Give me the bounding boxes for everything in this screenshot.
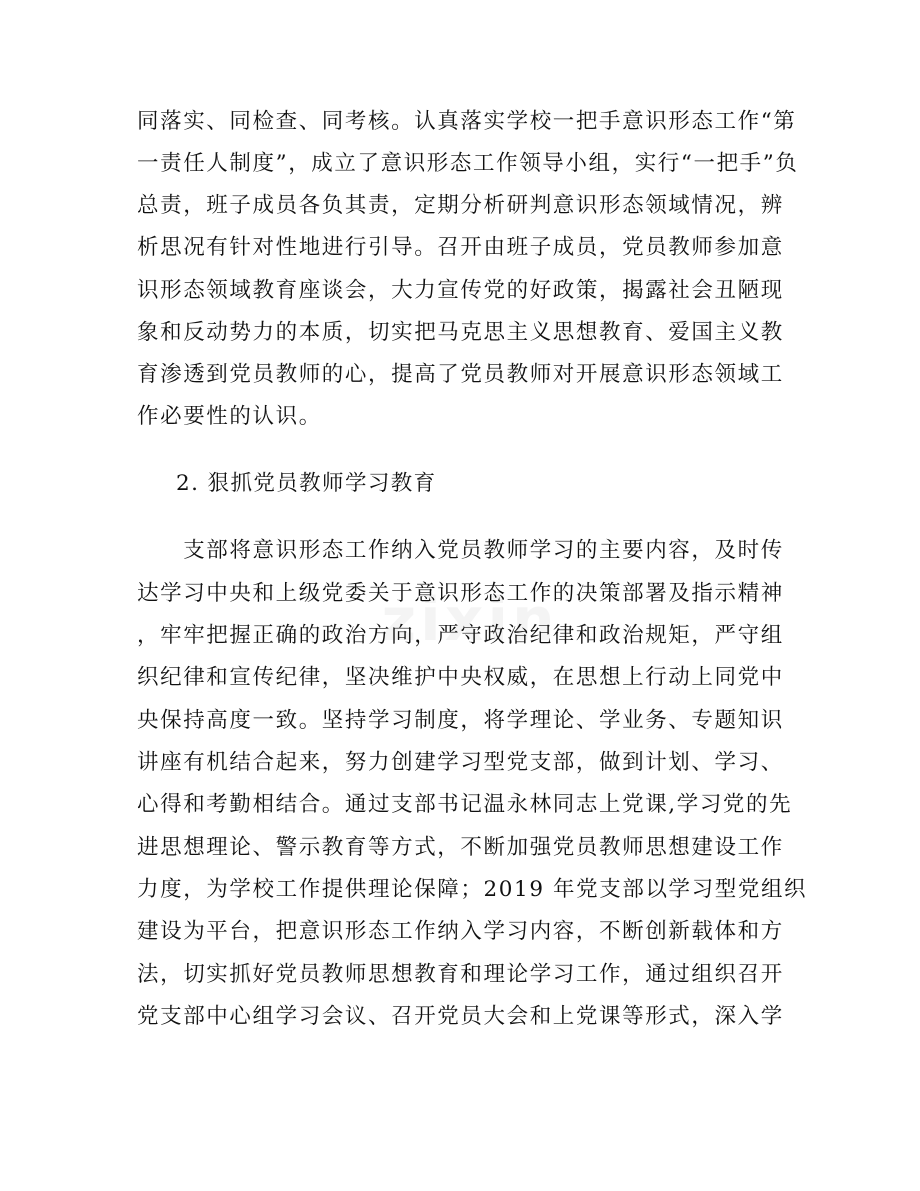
- text-line: 央保持高度一致。坚持学习制度，将学理论、学业务、专题知识: [137, 708, 784, 733]
- text-line: 同落实、同检查、同考核。认真落实学校一把手意识形态工作“第: [137, 109, 797, 134]
- text-line: 建设为平台，把意识形态工作纳入学习内容，不断创新载体和方: [137, 919, 784, 944]
- text-line: 织纪律和宣传纪律，坚决维护中央权威，在思想上行动上同党中: [137, 665, 784, 690]
- text-line: 育渗透到党员教师的心，提高了党员教师对开展意识形态领域工: [137, 362, 784, 387]
- text-line: 党支部中心组学习会议、召开党员大会和上党课等形式，深入学: [137, 1004, 784, 1029]
- section-heading: 2. 狠抓党员教师学习教育: [176, 471, 437, 496]
- text-line: 心得和考勤相结合。通过支部书记温永林同志上党课,学习党的先: [137, 792, 793, 817]
- text-line: 讲座有机结合起来，努力创建学习型党支部，做到计划、学习、: [137, 750, 784, 775]
- text-line: 力度，为学校工作提供理论保障；2019 年党支部以学习型党组织: [137, 877, 808, 902]
- text-line: 一责任人制度”，成立了意识形态工作领导小组，实行“一把手”负: [137, 151, 799, 176]
- text-line: ，牢牢把握正确的政治方向，严守政治纪律和政治规矩，严守组: [137, 623, 784, 648]
- text-line: 进思想理论、警示教育等方式，不断加强党员教师思想建设工作: [137, 835, 784, 860]
- text-line: 象和反动势力的本质，切实把马克思主义思想教育、爱国主义教: [137, 320, 784, 345]
- text-line: 总责，班子成员各负其责，定期分析研判意识形态领域情况，辨: [137, 193, 784, 218]
- text-line: 法，切实抓好党员教师思想教育和理论学习工作，通过组织召开: [137, 962, 784, 987]
- text-line: 析思况有针对性地进行引导。召开由班子成员，党员教师参加意: [137, 235, 784, 260]
- text-line: 识形态领域教育座谈会，大力宣传党的好政策，揭露社会丑陋现: [137, 278, 784, 303]
- text-line: 达学习中央和上级党委关于意识形态工作的决策部署及指示精神: [137, 581, 784, 606]
- text-line: 支部将意识形态工作纳入党员教师学习的主要内容，及时传: [137, 538, 784, 563]
- text-line: 作必要性的认识。: [137, 404, 322, 429]
